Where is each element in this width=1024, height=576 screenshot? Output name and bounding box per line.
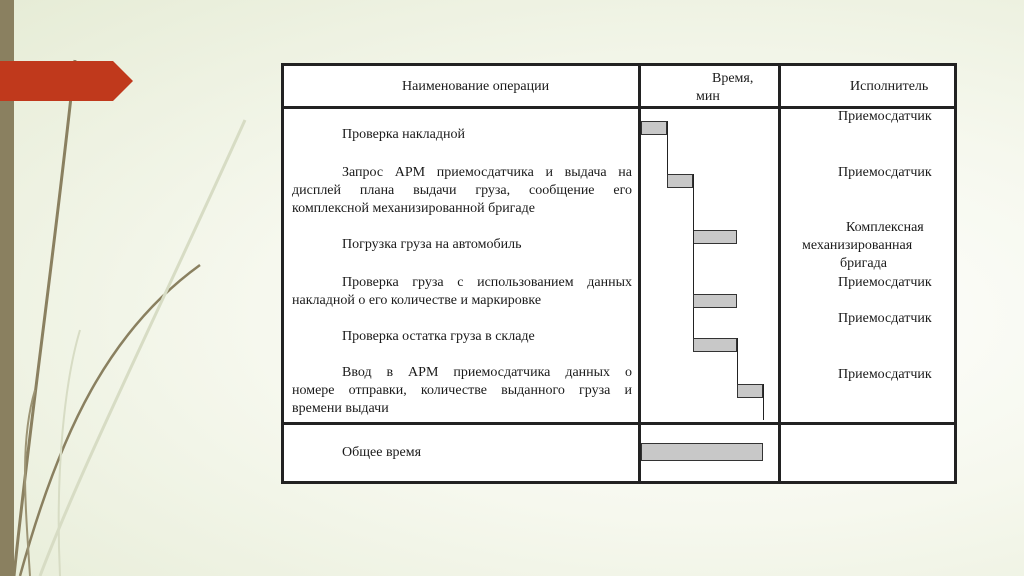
operation-cargo-check-line-2: накладной о его количестве и маркировке	[292, 293, 542, 308]
performer-row-3-line-3: бригада	[840, 256, 887, 271]
title-accent-tab	[0, 61, 133, 101]
gantt-bar-remaining-check	[693, 338, 737, 352]
operation-request-line-2: дисплей плана выдачи груза, сообщение его	[292, 183, 632, 198]
performer-row-6: Приемосдатчик	[838, 367, 932, 382]
gantt-bar-loading	[693, 230, 737, 244]
header-time: Время,	[712, 71, 754, 86]
performer-row-2: Приемосдатчик	[838, 165, 932, 180]
operation-check-invoice: Проверка накладной	[342, 127, 465, 142]
header-time-unit: мин	[696, 89, 720, 104]
performer-row-5: Приемосдатчик	[838, 311, 932, 326]
gantt-connector	[693, 230, 694, 350]
performer-row-4: Приемосдатчик	[838, 275, 932, 290]
operation-input-line-1: Ввод в АРМ приемосдатчика данных о	[342, 365, 632, 380]
total-time-label: Общее время	[342, 445, 422, 460]
header-operation: Наименование операции	[402, 79, 550, 94]
operation-input-line-2: номере отправки, количестве выданного груза и	[292, 383, 632, 398]
performer-row-1: Приемосдатчик	[838, 109, 932, 124]
gantt-bar-total	[641, 443, 763, 461]
gantt-bar-request	[667, 174, 693, 188]
gantt-bar-check-invoice	[641, 121, 667, 135]
operation-request-line-1: Запрос АРМ приемосдатчика и выдача на	[342, 165, 632, 180]
operation-cargo-check-line-1: Проверка груза с использованием данных	[342, 275, 632, 290]
operation-loading: Погрузка груза на автомобиль	[342, 237, 522, 252]
gantt-bar-cargo-check	[693, 294, 737, 308]
performer-row-3-line-1: Комплексная	[846, 220, 924, 235]
column-divider	[778, 66, 781, 481]
operation-remaining-check: Проверка остатка груза в складе	[342, 329, 535, 344]
operations-table	[281, 63, 957, 484]
gantt-connector	[667, 121, 668, 181]
gantt-connector	[693, 174, 694, 234]
performer-row-3-line-2: механизированная	[802, 238, 913, 253]
gantt-bar-input	[737, 384, 763, 398]
gantt-connector	[737, 338, 738, 386]
operation-input-line-3: времени выдачи	[292, 401, 389, 416]
gantt-connector	[763, 384, 764, 420]
total-divider	[284, 422, 954, 425]
header-performer: Исполнитель	[850, 79, 929, 94]
operation-request-line-3: комплексной механизированной бригаде	[292, 201, 535, 216]
